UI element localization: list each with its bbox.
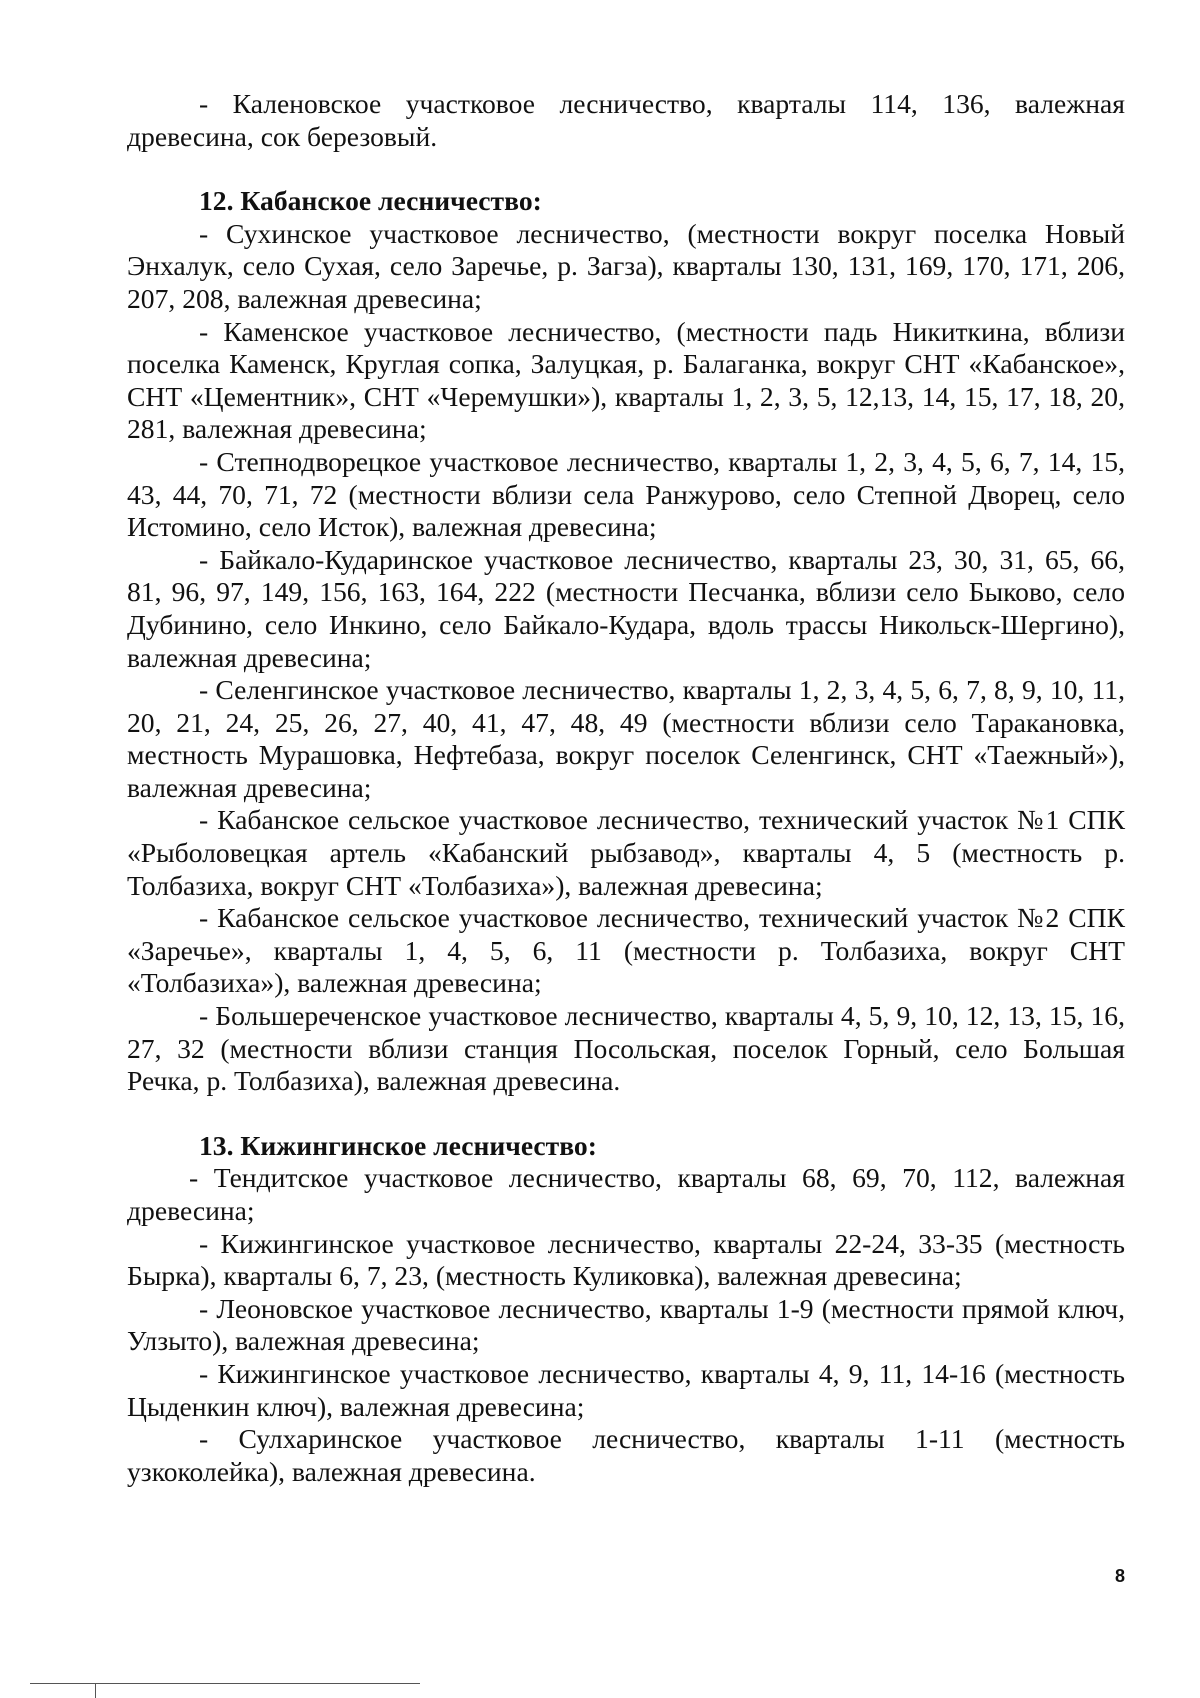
section-12-item-3: - Степнодворецкое участковое лесничество, кварталы 1, 2, 3, 4, 5, 6, 7, 14, 15, 43, 44, 70, 71, 72 (местности вблизи села Ранжурово, село Степной Дворец, село Истомино, село Исток), валежная древесина; bbox=[127, 445, 1125, 543]
section-12-item-7: - Кабанское сельское участковое лесничество, технический участок №2 СПК «Заречье», кварталы 1, 4, 5, 6, 11 (местности р. Толбазиха, вокруг СНТ «Толбазиха»), валежная древесина; bbox=[127, 902, 1125, 999]
section-12-item-1: - Сухинское участковое лесничество, (местности вокруг поселка Новый Энхалук, село Сухая, село Заречье, р. Загза), кварталы 130, 131, 169, 170, 171, 206, 207, 208, валежная древесина; bbox=[127, 217, 1125, 314]
section-12-item-4: - Байкало-Кударинское участковое лесничество, кварталы 23, 30, 31, 65, 66, 81, 96, 97, 149, 156, 163, 164, 222 (местности Песчанка, вблизи село Быково, село Дубинино, село Инкино, село Байкало-Кудара, вдоль трассы Никольск-Шергино), валежная древесина; bbox=[127, 543, 1125, 673]
section-13-item-2: - Кижингинское участковое лесничество, кварталы 22-24, 33-35 (местность Бырка), кварталы 6, 7, 23, (местность Куликовка), валежная древесина; bbox=[127, 1227, 1125, 1292]
section-12-heading: 12. Кабанское лесничество: bbox=[199, 185, 542, 217]
document-page bbox=[127, 88, 1125, 1488]
section-gap bbox=[127, 153, 1125, 185]
section-12-item-6: - Кабанское сельское участковое лесничество, технический участок №1 СПК «Рыболовецкая артель «Кабанский рыбзавод», кварталы 4, 5 (местность р. Толбазиха, вокруг СНТ «Толбазиха»), валежная древесина; bbox=[127, 804, 1125, 901]
section-12-item-5: - Селенгинское участковое лесничество, кварталы 1, 2, 3, 4, 5, 6, 7, 8, 9, 10, 11, 20, 21, 24, 25, 26, 27, 40, 41, 47, 48, 49 (местности вблизи село Таракановка, местность Мурашовка, Нефтебаза, вокруг поселок Селенгинск, СНТ «Таежный»), валежная древесина; bbox=[127, 674, 1125, 803]
section-13-item-1: - Тендитское участковое лесничество, кварталы 68, 69, 70, 112, валежная древесина; bbox=[127, 1162, 1125, 1226]
page-number: 8 bbox=[1114, 1566, 1125, 1586]
section-12-item-2: - Каменское участковое лесничество, (местности падь Никиткина, вблизи поселка Каменск, Круглая сопка, Залуцкая, р. Балаганка, вокруг СНТ «Кабанское», СНТ «Цементник», СНТ «Черемушки»), кварталы 1, 2, 3, 5, 12,13, 14, 15, 17, 18, 20, 281, валежная древесина; bbox=[127, 315, 1125, 445]
section-13-item-5: - Сулхаринское участковое лесничество, кварталы 1-11 (местность узкоколейка), валежная древесина. bbox=[127, 1423, 1125, 1487]
section-gap bbox=[127, 1098, 1125, 1130]
section-12-item-8: - Большереченское участковое лесничество, кварталы 4, 5, 9, 10, 12, 13, 15, 16, 27, 32 (местности вблизи станция Посольская, поселок Горный, село Большая Речка, р. Толбазиха), валежная древесина. bbox=[127, 1000, 1125, 1097]
section-13-item-4: - Кижингинское участковое лесничество, кварталы 4, 9, 11, 14-16 (местность Цыденкин ключ), валежная древесина; bbox=[127, 1357, 1125, 1422]
intro-paragraph: - Каленовское участковое лесничество, кварталы 114, 136, валежная древесина, сок березовый. bbox=[127, 88, 1125, 152]
section-13-heading: 13. Кижингинское лесничество: bbox=[199, 1129, 597, 1161]
section-13-item-3: - Леоновское участковое лесничество, кварталы 1-9 (местности прямой ключ, Улзыто), валежная древесина; bbox=[127, 1292, 1125, 1357]
bottom-rule bbox=[30, 1683, 420, 1684]
bottom-tick bbox=[95, 1683, 96, 1698]
